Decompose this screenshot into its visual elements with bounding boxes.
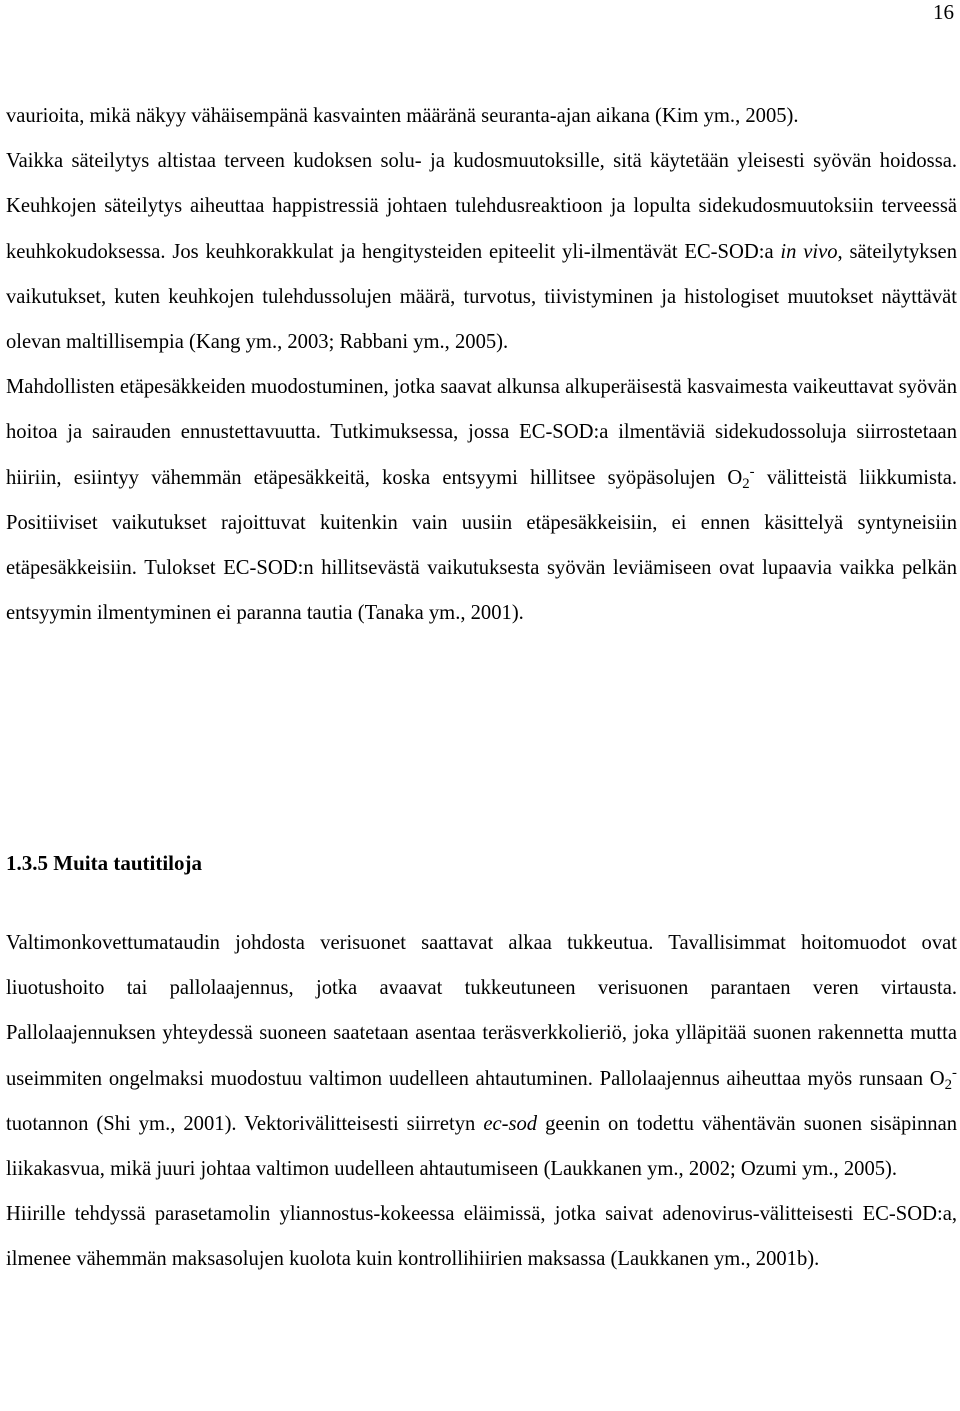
subscript: 2: [944, 1076, 953, 1093]
italic-term: ec-sod: [483, 1112, 538, 1135]
text-run: tuotannon (Shi ym., 2001). Vektorivälitteisesti siirretyn: [6, 1112, 484, 1135]
text-run: Mahdollisten etäpesäkkeiden muodostuminen, jotka saavat alkunsa alkuperäisestä kasvaimesta vaikeuttavat syövän hoitoa ja sairauden ennustettavuutta. Tutkimuksessa, jossa EC-SOD:a ilmentäviä sidekudossoluja siirrostetaan hiiriin, esiintyy vähemmän etäpesäkkeitä, koska entsyymi hillitsee syöpäsolujen O: [6, 376, 957, 489]
paragraph: vaurioita, mikä näkyy vähäisempänä kasvainten määränä seuranta-ajan aikana (Kim ym., 2005).: [6, 105, 799, 127]
text-run: , säteilytyksen vaikutukset, kuten keuhkojen tulehdussolujen määrä, turvotus, tiivistyminen ja histologiset muutokset näyttävät olevan maltillisempia (Kang ym., 2003; Rabbani ym., 2005).: [6, 240, 957, 354]
paragraph: [6, 139, 957, 365]
subscript: 2: [742, 475, 750, 492]
paragraph: [6, 921, 957, 1192]
italic-term: in vivo: [780, 240, 838, 263]
text-run: Vaikka säteilytys altistaa terveen kudoksen solu- ja kudosmuutoksille, sitä käytetään yleisesti syövän hoidossa. Keuhkojen säteilytys aiheuttaa happistressiä johtaen tulehdusreaktioon ja lopulta sidekudosmuutoksiin terveessä keuhkokudoksessa. Jos keuhkorakkulat ja hengitysteiden epiteelit yli-ilmentävät EC-SOD:a: [6, 150, 957, 263]
section-heading: 1.3.5 Muita tautitiloja: [6, 851, 202, 875]
paragraph: [6, 365, 957, 636]
superscript: -: [952, 1064, 957, 1081]
text-run: geenin on todettu vähentävän suonen sisäpinnan liikakasvua, mikä juuri johtaa valtimon uudelleen ahtautumiseen (Laukkanen ym., 2002; Ozumi ym., 2005).: [6, 1112, 958, 1181]
body-text-section-2: [6, 921, 957, 1283]
text-run: Valtimonkovettumataudin johdosta verisuonet saattavat alkaa tukkeutua. Tavallisimmat hoitomuodot ovat liuotushoito tai pallolaajennus, jotka avaavat tukkeutuneen verisuonen parantaen veren virtausta. Pallolaajennuksen yhteydessä suoneen saatetaan asentaa teräsverkkolieriö, joka ylläpitää suonen rakennetta mutta useimmiten ongelmaksi muodostuu valtimon uudelleen ahtautuminen. Pallolaajennus aiheuttaa myös runsaan O: [6, 932, 957, 1090]
body-text-section-1: [6, 94, 957, 636]
text-run: välitteistä liikkumista. Positiiviset vaikutukset rajoittuvat kuitenkin vain uusiin etäpesäkkeisiin, ei ennen käsittelyä syntyneisiin etäpesäkkeisiin. Tulokset EC-SOD:n hillitsevästä vaikutuksesta syövän leviämiseen ovat lupaavia vaikka pelkän entsyymin ilmentyminen ei paranna tautia (Tanaka ym., 2001).: [6, 466, 958, 625]
superscript: -: [749, 463, 755, 480]
page-number: 16: [933, 0, 954, 24]
paragraph: Hiirille tehdyssä parasetamolin yliannostus-kokeessa eläimissä, jotka saivat adenovirus-välitteisesti EC-SOD:a, ilmenee vähemmän maksasolujen kuolota kuin kontrollihiirien maksassa (Laukkanen ym., 2001b).: [6, 1203, 957, 1271]
